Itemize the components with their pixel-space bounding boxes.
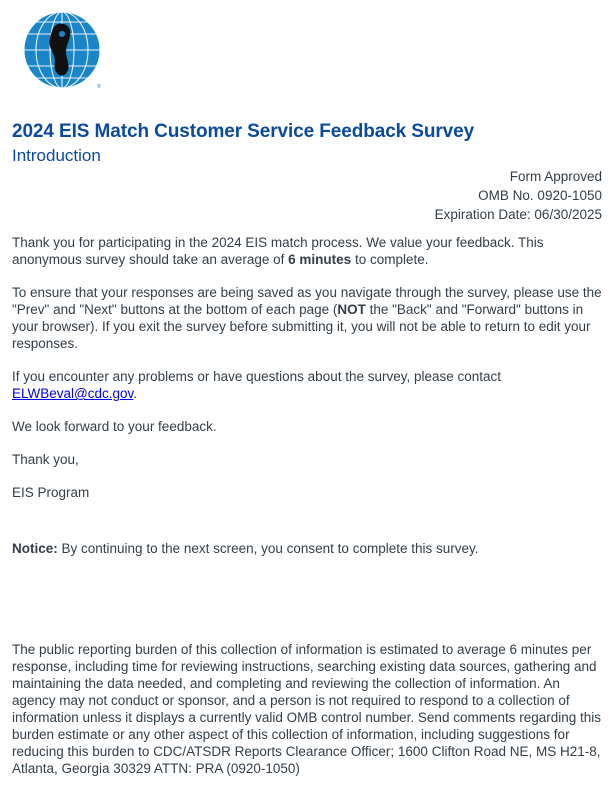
- contact-paragraph: [12, 368, 606, 402]
- omb-number-text: OMB No. 0920-1050: [478, 188, 602, 203]
- page-title: 2024 EIS Match Customer Service Feedback Survey: [12, 121, 475, 142]
- burden-statement: The public reporting burden of this collection of information is estimated to average 6 minutes per response, including time for reviewing instructions, searching existing data sources, gathering and maintaining the data needed, and completing and reviewing the collection of information. An agency may not conduct or sponsor, and a person is not required to respond to a collection of information unless it displays a currently valid OMB control number. Send comments regarding this burden estimate or any other aspect of this collection of information, including suggestions for reducing this burden to CDC/ATSDR Reports Clearance Officer; 1600 Clifton Road NE, MS H21-8, Atlanta, Georgia 30329 ATTN: PRA (0920-1050): [12, 642, 602, 776]
- globe-logo-icon: [22, 10, 102, 90]
- expiration-date-text: Expiration Date: 06/30/2025: [434, 207, 602, 222]
- svg-text:®: ®: [97, 84, 101, 90]
- consent-notice: [12, 540, 606, 557]
- navigation-paragraph: [12, 284, 606, 352]
- navigation-text: To ensure that your responses are being saved as you navigate through the survey, please use the "Prev" and "Next" buttons at the bottom of each page (: [12, 285, 602, 317]
- page-subtitle: Introduction: [12, 146, 101, 165]
- notice-text: By continuing to the next screen, you consent to complete this survey.: [57, 541, 479, 556]
- intro-paragraph: [12, 234, 606, 268]
- contact-email-link[interactable]: ELWBeval@cdc.gov: [12, 386, 134, 401]
- intro-text: Thank you for participating in the 2024 EIS match process. We value your feedback. This anonymous survey should take an average of: [12, 235, 544, 267]
- intro-text-end: to complete.: [351, 252, 429, 267]
- notice-label: Notice:: [12, 541, 58, 556]
- contact-text: If you encounter any problems or have questions about the survey, please contact: [12, 369, 502, 384]
- omb-form-info: [435, 167, 602, 224]
- not-emphasis: NOT: [337, 302, 366, 317]
- signature-line: EIS Program: [12, 485, 90, 500]
- navigation-text-end: the "Back" and "Forward" buttons in your browser). If you exit the survey before submitting it, you will not be able to return to edit your responses.: [12, 302, 591, 351]
- contact-text-end: .: [133, 386, 138, 401]
- feedback-line: We look forward to your feedback.: [12, 419, 217, 434]
- form-approved-text: Form Approved: [509, 169, 602, 184]
- intro-content: [12, 234, 606, 517]
- thank-you-line: Thank you,: [12, 452, 79, 467]
- duration-text: 6 minutes: [288, 252, 352, 267]
